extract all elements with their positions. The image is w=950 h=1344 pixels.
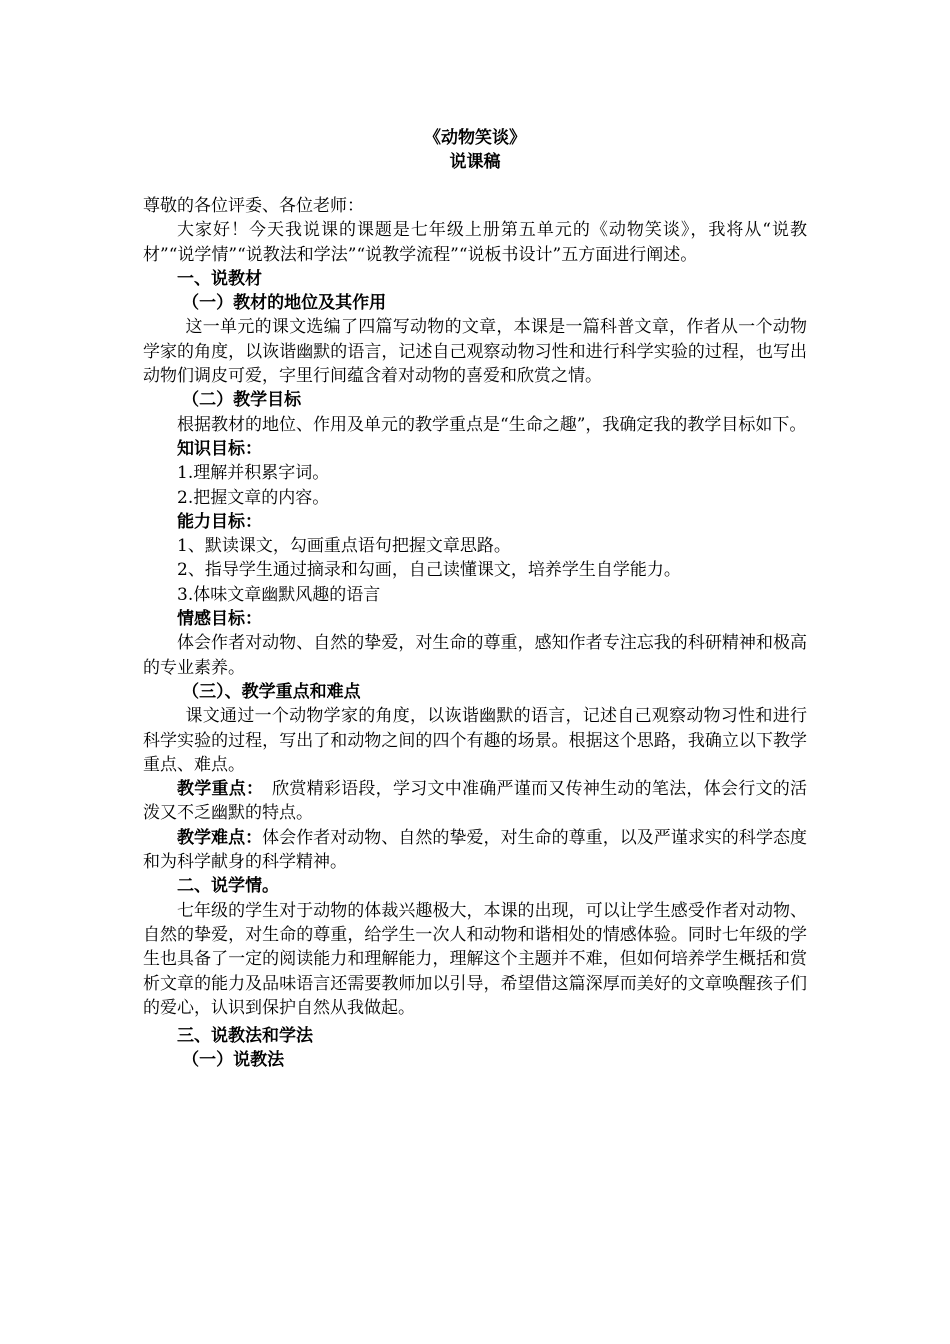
- subsection-heading-teaching-method: （一）说教法: [182, 1050, 285, 1071]
- document-title: 《动物笑谈》: [424, 128, 526, 148]
- ability-goal-item: 2、指导学生通过摘录和勾画，自己读懂课文，培养学生自学能力。: [177, 560, 681, 581]
- subsection-heading-goals: （二）教学目标: [182, 390, 302, 411]
- section-heading-methods: 三、说教法和学法: [177, 1026, 313, 1047]
- ability-goal-item: 3.体味文章幽默风趣的语言: [177, 584, 381, 605]
- emotion-goal-paragraph: 体会作者对动物、自然的挚爱，对生命的尊重，感知作者专注忘我的科研精神和极高的专业素养。: [143, 633, 807, 678]
- section-heading-textbook: 一、说教材: [177, 268, 262, 289]
- intro-paragraph: 大家好！今天我说课的课题是七年级上册第五单元的《动物笑谈》，我将从“说教材”“说学情”“说教法和学法”“说教学流程”“说板书设计”五方面进行阐述。: [143, 220, 807, 265]
- students-paragraph: 七年级的学生对于动物的体裁兴趣极大，本课的出现，可以让学生感受作者对动物、自然的挚爱，对生命的尊重，给学生一次人和动物和谐相处的情感体验。同时七年级的学生也具备了一定的阅读能力和理解能力，理解这个主题并不难，但如何培养学生概括和赏析文章的能力及品味语言还需要教师加以引导，希望借这篇深厚而美好的文章唤醒孩子们的爱心，认识到保护自然从我做起。: [143, 900, 807, 1018]
- key-points-paragraph: 课文通过一个动物学家的角度，以诙谐幽默的语言，记述自己观察动物习性和进行科学实验的过程，写出了和动物之间的四个有趣的场景。根据这个思路，我确立以下教学重点、难点。: [143, 706, 807, 775]
- difficult-point-text: 体会作者对动物、自然的挚爱，对生命的尊重，以及严谨求实的科学态度和为科学献身的科学精神。: [143, 827, 808, 873]
- knowledge-goals-label: 知识目标：: [177, 438, 262, 459]
- knowledge-goal-item: 1.理解并积累字词。: [177, 463, 330, 484]
- document-subtitle: 说课稿: [449, 152, 501, 172]
- ability-goal-item: 1、默读课文，勾画重点语句把握文章思路。: [177, 536, 511, 557]
- status-paragraph: 这一单元的课文选编了四篇写动物的文章，本课是一篇科普文章，作者从一个动物学家的角度，以诙谐幽默的语言，记述自己观察动物习性和进行科学实验的过程，也写出动物们调皮可爱，字里行间蕴含着对动物的喜爱和欣赏之情。: [143, 317, 807, 387]
- key-point-paragraph: [143, 777, 807, 826]
- document-body: [143, 126, 807, 1073]
- subsection-heading-status: （一）教材的地位及其作用: [182, 293, 387, 314]
- section-heading-students: 二、说学情。: [177, 876, 279, 897]
- key-point-label: 教学重点：: [177, 779, 255, 800]
- goals-paragraph: 根据教材的地位、作用及单元的教学重点是“生命之趣”，我确定我的教学目标如下。: [177, 414, 807, 435]
- subsection-heading-key-points: （三）、教学重点和难点: [182, 681, 361, 702]
- greeting: 尊敬的各位评委、各位老师：: [143, 196, 364, 216]
- knowledge-goal-item: 2.把握文章的内容。: [177, 487, 330, 508]
- difficult-point-paragraph: [143, 826, 807, 875]
- key-point-text: 欣赏精彩语段，学习文中准确严谨而又传神生动的笔法，体会行文的活泼又不乏幽默的特点。: [143, 779, 808, 824]
- difficult-point-label: 教学难点：: [177, 827, 263, 848]
- ability-goals-label: 能力目标：: [177, 511, 262, 532]
- emotion-goals-label: 情感目标：: [177, 609, 262, 630]
